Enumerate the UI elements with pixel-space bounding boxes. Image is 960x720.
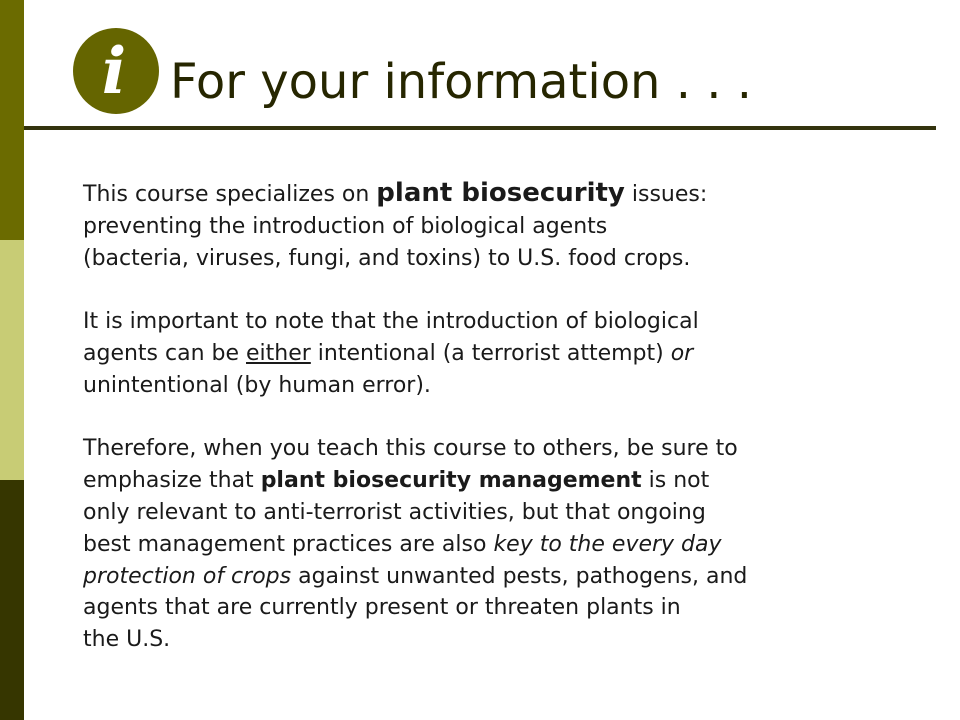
emphasis-plant-biosecurity: plant biosecurity xyxy=(376,178,625,208)
text-line: preventing the introduction of biological agents xyxy=(83,213,608,239)
text-span: intentional (a terrorist attempt) xyxy=(310,340,671,366)
italic-or: or xyxy=(670,340,694,366)
text-span: This course specializes on xyxy=(83,182,377,207)
text-line xyxy=(83,465,943,497)
page-title: For your information . . . xyxy=(170,54,753,110)
text-span: emphasize that xyxy=(83,468,261,494)
paragraph-intent xyxy=(83,306,943,401)
bold-biosecurity-management: plant biosecurity management xyxy=(260,468,642,494)
accent-bar-middle xyxy=(0,240,24,480)
text-line: Therefore, when you teach this course to others, be sure to xyxy=(83,436,738,462)
text-span: issues: xyxy=(624,182,708,207)
text-line xyxy=(83,338,943,370)
title-divider xyxy=(24,126,936,130)
text-line: It is important to note that the introduction of biological xyxy=(83,309,699,335)
text-line xyxy=(83,178,943,211)
text-span: agents can be xyxy=(83,340,247,366)
info-icon xyxy=(73,28,159,114)
text-span: is not xyxy=(641,468,710,494)
italic-protection-phrase: protection of crops xyxy=(83,563,292,589)
text-line: (bacteria, viruses, fungi, and toxins) to U.S. food crops. xyxy=(83,245,691,271)
accent-bar-top xyxy=(0,0,24,240)
text-line: only relevant to anti-terrorist activities, but that ongoing xyxy=(83,499,706,525)
info-icon-glyph: i xyxy=(101,34,127,109)
paragraph-course-scope xyxy=(83,178,943,274)
paragraph-teaching-note xyxy=(83,433,943,656)
underlined-either: either xyxy=(246,340,311,366)
accent-bar-bottom xyxy=(0,480,24,720)
text-line: unintentional (by human error). xyxy=(83,372,431,398)
text-line: agents that are currently present or threaten plants in xyxy=(83,595,681,621)
body-content xyxy=(83,178,943,656)
text-span: best management practices are also xyxy=(83,531,494,557)
text-line xyxy=(83,561,943,593)
text-line: the U.S. xyxy=(83,627,171,653)
italic-key-phrase: key to the every day xyxy=(493,531,722,557)
text-span: against unwanted pests, pathogens, and xyxy=(291,563,748,589)
text-line xyxy=(83,529,943,561)
